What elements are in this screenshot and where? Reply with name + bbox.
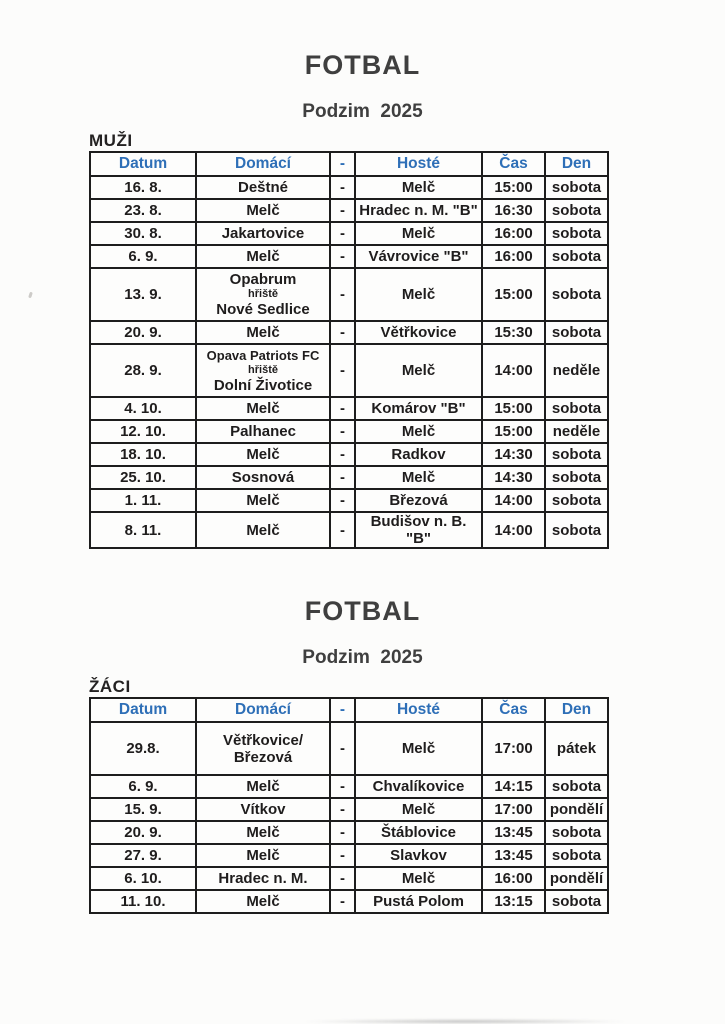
date-cell: 25. 10. <box>90 466 196 489</box>
team-name-line: hřiště <box>248 288 278 300</box>
match-row <box>90 844 608 867</box>
dash-cell: - <box>330 844 355 867</box>
day-cell: pondělí <box>545 798 608 821</box>
time-cell: 14:15 <box>482 775 545 798</box>
dash-cell: - <box>330 722 355 775</box>
time-cell: 13:45 <box>482 844 545 867</box>
guest-team-cell: Chvalíkovice <box>355 775 482 798</box>
match-row <box>90 798 608 821</box>
time-cell: 13:15 <box>482 890 545 913</box>
home-team-cell: Vítkov <box>196 798 330 821</box>
dash-cell: - <box>330 512 355 548</box>
column-header-datum: Datum <box>90 698 196 722</box>
match-row <box>90 245 608 268</box>
home-team-cell: Deštné <box>196 176 330 199</box>
match-row <box>90 722 608 775</box>
guest-team-cell: Melč <box>355 222 482 245</box>
match-row <box>90 890 608 913</box>
page-title: FOTBAL <box>304 50 421 80</box>
schedule-table-zaci <box>89 697 609 914</box>
group-label-muzi: MUŽI <box>89 131 133 150</box>
guest-team-cell: Radkov <box>355 443 482 466</box>
date-cell: 1. 11. <box>90 489 196 512</box>
day-cell: sobota <box>545 321 608 344</box>
date-cell: 20. 9. <box>90 321 196 344</box>
column-header-separator: - <box>330 152 355 176</box>
team-name-line: Větřkovice/ <box>222 731 304 749</box>
match-row <box>90 443 608 466</box>
home-team-cell: Melč <box>196 844 330 867</box>
guest-team-cell: Melč <box>355 798 482 821</box>
column-header-den: Den <box>545 698 608 722</box>
column-header-hoste: Hosté <box>355 152 482 176</box>
dash-cell: - <box>330 321 355 344</box>
match-row <box>90 867 608 890</box>
team-name-line: Dolní Životice <box>213 376 313 394</box>
column-header-hoste: Hosté <box>355 698 482 722</box>
home-team-cell: Sosnová <box>196 466 330 489</box>
day-cell: sobota <box>545 222 608 245</box>
dash-cell: - <box>330 420 355 443</box>
day-cell: sobota <box>545 512 608 548</box>
guest-team-cell: Pustá Polom <box>355 890 482 913</box>
column-header-domaci: Domácí <box>196 152 330 176</box>
time-cell: 17:00 <box>482 798 545 821</box>
guest-team-cell: Melč <box>355 176 482 199</box>
home-team-cell: Melč <box>196 512 330 548</box>
match-row <box>90 222 608 245</box>
schedule-table-muzi <box>89 151 609 549</box>
date-cell: 8. 11. <box>90 512 196 548</box>
day-cell: sobota <box>545 890 608 913</box>
match-row <box>90 466 608 489</box>
dash-cell: - <box>330 268 355 321</box>
dash-cell: - <box>330 344 355 397</box>
dash-cell: - <box>330 443 355 466</box>
guest-team-cell: Větřkovice <box>355 321 482 344</box>
time-cell: 14:00 <box>482 489 545 512</box>
scan-edge-smudge <box>300 1019 630 1024</box>
date-cell: 11. 10. <box>90 890 196 913</box>
date-cell: 6. 9. <box>90 775 196 798</box>
dash-cell: - <box>330 176 355 199</box>
match-row <box>90 420 608 443</box>
team-name-line: hřiště <box>248 363 278 376</box>
time-cell: 16:00 <box>482 222 545 245</box>
team-name-line: Březová <box>233 748 293 766</box>
match-row <box>90 821 608 844</box>
column-header-cas: Čas <box>482 698 545 722</box>
match-row <box>90 321 608 344</box>
date-cell: 13. 9. <box>90 268 196 321</box>
time-cell: 17:00 <box>482 722 545 775</box>
team-name-line: Nové Sedlice <box>216 301 310 318</box>
home-team-cell: Melč <box>196 397 330 420</box>
dash-cell: - <box>330 867 355 890</box>
page-title: FOTBAL <box>304 596 421 626</box>
home-team-cell: Palhanec <box>196 420 330 443</box>
column-header-domaci: Domácí <box>196 698 330 722</box>
home-team-cell: Melč <box>196 245 330 268</box>
day-cell: sobota <box>545 397 608 420</box>
time-cell: 15:00 <box>482 397 545 420</box>
date-cell: 29.8. <box>90 722 196 775</box>
dash-cell: - <box>330 466 355 489</box>
day-cell: sobota <box>545 844 608 867</box>
table-header-row <box>90 152 608 176</box>
guest-team-cell: Vávrovice "B" <box>355 245 482 268</box>
time-cell: 15:30 <box>482 321 545 344</box>
time-cell: 14:30 <box>482 443 545 466</box>
home-team-cell: Hradec n. M. <box>196 867 330 890</box>
match-row <box>90 489 608 512</box>
match-row <box>90 397 608 420</box>
dash-cell: - <box>330 489 355 512</box>
match-row <box>90 344 608 397</box>
date-cell: 6. 10. <box>90 867 196 890</box>
day-cell: sobota <box>545 268 608 321</box>
match-row <box>90 775 608 798</box>
column-header-separator: - <box>330 698 355 722</box>
time-cell: 14:00 <box>482 512 545 548</box>
season-subtitle: Podzim 2025 <box>302 647 423 668</box>
time-cell: 15:00 <box>482 420 545 443</box>
date-cell: 6. 9. <box>90 245 196 268</box>
day-cell: sobota <box>545 443 608 466</box>
time-cell: 16:00 <box>482 245 545 268</box>
date-cell: 20. 9. <box>90 821 196 844</box>
guest-team-cell: Budišov n. B. "B" <box>355 512 482 548</box>
guest-team-cell: Štáblovice <box>355 821 482 844</box>
season-subtitle: Podzim 2025 <box>302 101 423 122</box>
date-cell: 18. 10. <box>90 443 196 466</box>
section-zaci <box>0 594 725 914</box>
time-cell: 16:00 <box>482 867 545 890</box>
dash-cell: - <box>330 798 355 821</box>
dash-cell: - <box>330 775 355 798</box>
guest-team-cell: Hradec n. M. "B" <box>355 199 482 222</box>
match-row <box>90 512 608 548</box>
day-cell: sobota <box>545 821 608 844</box>
day-cell: pátek <box>545 722 608 775</box>
guest-team-cell: Melč <box>355 722 482 775</box>
day-cell: sobota <box>545 199 608 222</box>
column-header-datum: Datum <box>90 152 196 176</box>
home-team-cell <box>196 344 330 397</box>
day-cell: pondělí <box>545 867 608 890</box>
home-team-cell: Melč <box>196 775 330 798</box>
time-cell: 16:30 <box>482 199 545 222</box>
dash-cell: - <box>330 199 355 222</box>
day-cell: sobota <box>545 466 608 489</box>
time-cell: 15:00 <box>482 176 545 199</box>
dash-cell: - <box>330 397 355 420</box>
date-cell: 16. 8. <box>90 176 196 199</box>
time-cell: 13:45 <box>482 821 545 844</box>
home-team-cell: Melč <box>196 443 330 466</box>
match-row <box>90 176 608 199</box>
guest-team-cell: Slavkov <box>355 844 482 867</box>
guest-team-cell: Březová <box>355 489 482 512</box>
home-team-cell: Jakartovice <box>196 222 330 245</box>
dash-cell: - <box>330 890 355 913</box>
home-team-cell: Melč <box>196 890 330 913</box>
match-row <box>90 268 608 321</box>
dash-cell: - <box>330 222 355 245</box>
guest-team-cell: Melč <box>355 268 482 321</box>
date-cell: 30. 8. <box>90 222 196 245</box>
group-label-zaci: ŽÁCI <box>89 677 131 696</box>
home-team-cell <box>196 268 330 321</box>
home-team-cell: Melč <box>196 321 330 344</box>
day-cell: neděle <box>545 420 608 443</box>
home-team-cell <box>196 722 330 775</box>
day-cell: sobota <box>545 176 608 199</box>
section-muzi <box>0 48 725 549</box>
guest-team-cell: Komárov "B" <box>355 397 482 420</box>
date-cell: 15. 9. <box>90 798 196 821</box>
date-cell: 28. 9. <box>90 344 196 397</box>
column-header-cas: Čas <box>482 152 545 176</box>
team-name-line: Opava Patriots FC <box>206 347 320 363</box>
team-name-line: Opabrum <box>229 271 297 288</box>
dash-cell: - <box>330 821 355 844</box>
home-team-cell: Melč <box>196 199 330 222</box>
match-row <box>90 199 608 222</box>
day-cell: sobota <box>545 775 608 798</box>
date-cell: 23. 8. <box>90 199 196 222</box>
guest-team-cell: Melč <box>355 867 482 890</box>
guest-team-cell: Melč <box>355 344 482 397</box>
table-header-row <box>90 698 608 722</box>
column-header-den: Den <box>545 152 608 176</box>
home-team-cell: Melč <box>196 821 330 844</box>
date-cell: 27. 9. <box>90 844 196 867</box>
time-cell: 14:00 <box>482 344 545 397</box>
time-cell: 14:30 <box>482 466 545 489</box>
home-team-cell: Melč <box>196 489 330 512</box>
day-cell: sobota <box>545 245 608 268</box>
time-cell: 15:00 <box>482 268 545 321</box>
day-cell: neděle <box>545 344 608 397</box>
day-cell: sobota <box>545 489 608 512</box>
guest-team-cell: Melč <box>355 420 482 443</box>
dash-cell: - <box>330 245 355 268</box>
date-cell: 4. 10. <box>90 397 196 420</box>
guest-team-cell: Melč <box>355 466 482 489</box>
date-cell: 12. 10. <box>90 420 196 443</box>
